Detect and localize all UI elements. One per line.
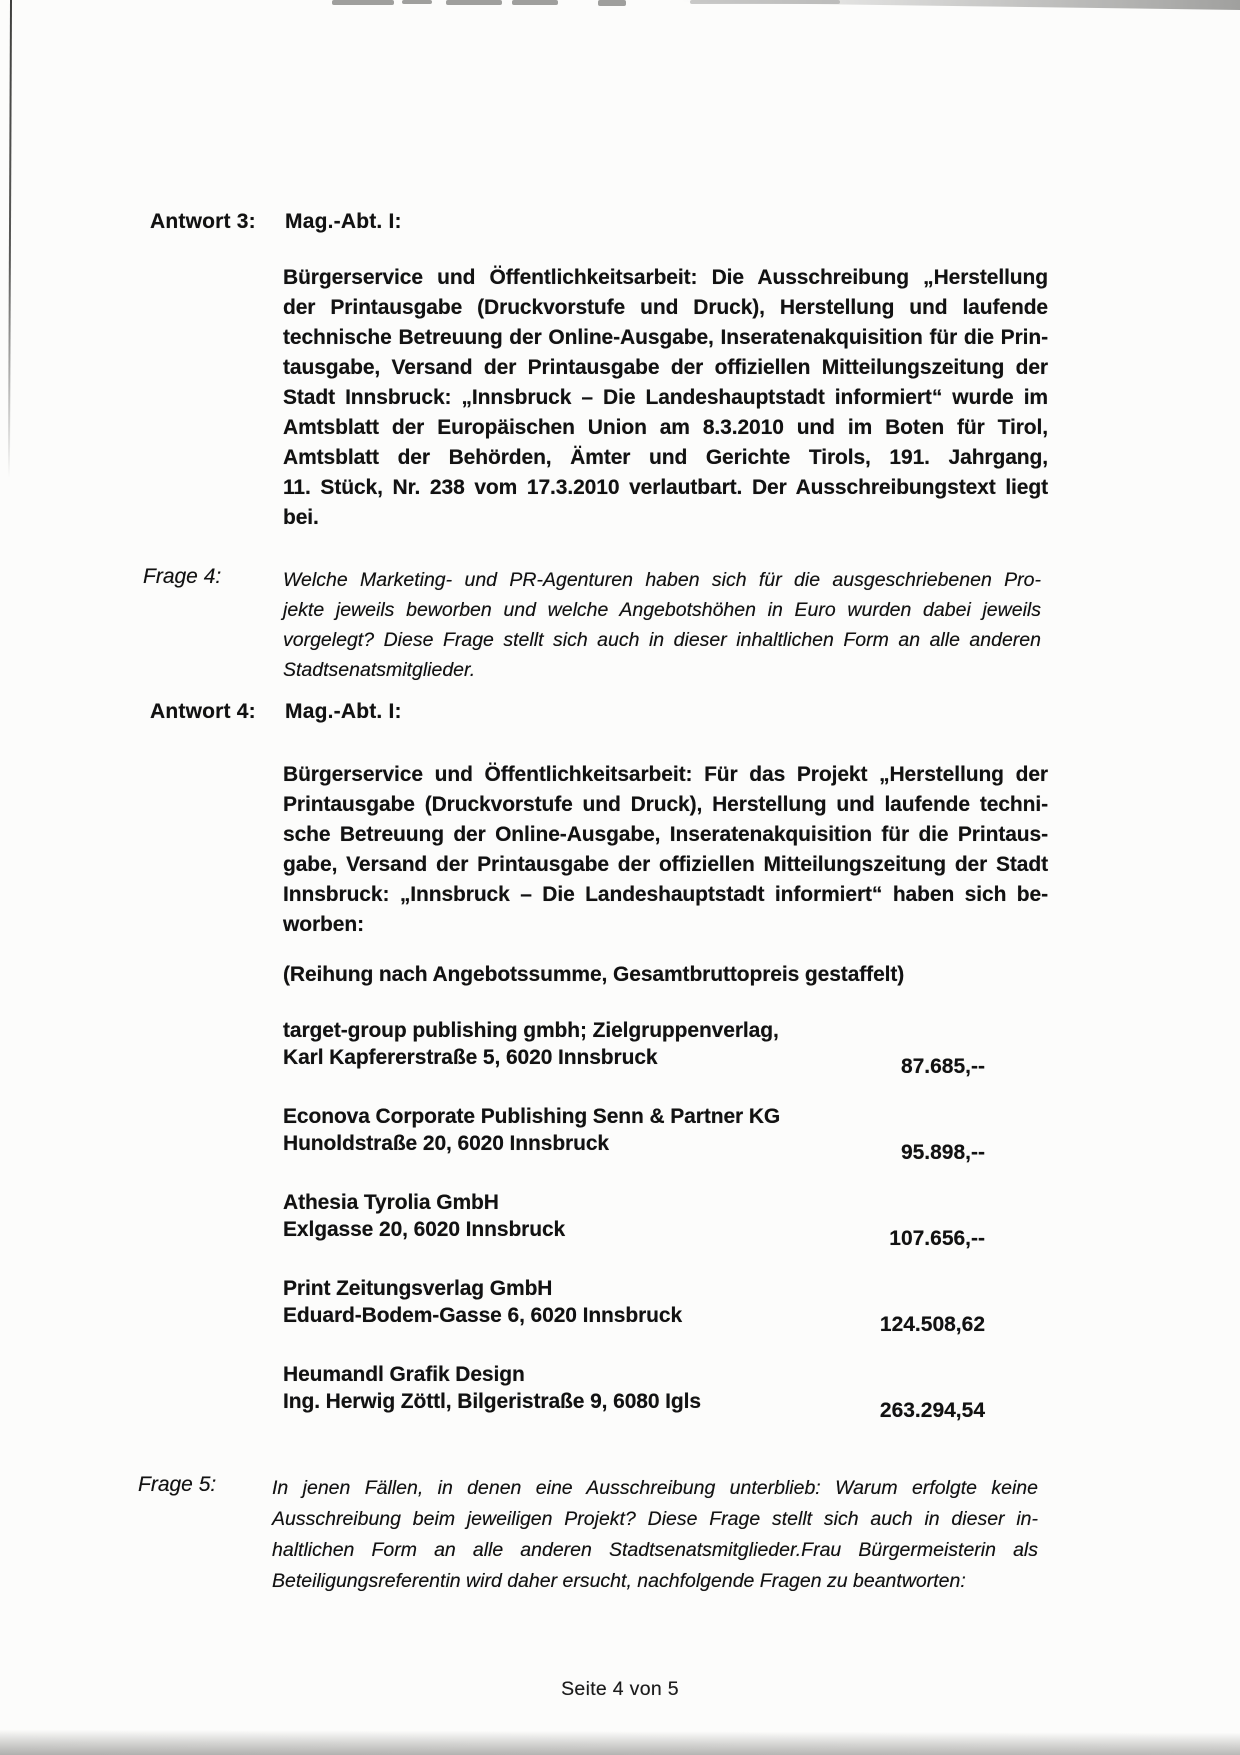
text-line: tausgabe, Versand der Printausgabe der offiziellen Mitteilungszeitung der <box>283 356 1048 379</box>
answer4-label: Antwort 4: <box>150 700 256 723</box>
offer-name: Heumandl Grafik Design <box>283 1363 525 1386</box>
text-line: Amtsblatt der Behörden, Ämter und Gerichte Tirols, 191. Jahrgang, <box>283 446 1048 469</box>
offer-item <box>283 1189 985 1250</box>
text-line: Welche Marketing- und PR-Agenturen haben sich für die ausgeschriebenen Pro- <box>283 569 1041 591</box>
answer3-department: Mag.-Abt. I: <box>285 210 402 233</box>
text-line: gabe, Versand der Printausgabe der offiziellen Mitteilungszeitung der Stadt <box>283 853 1048 876</box>
offer-amount: 263.294,54 <box>879 1399 985 1422</box>
text-line: Stadt Innsbruck: „Innsbruck – Die Landeshauptstadt informiert“ wurde im <box>283 386 1048 409</box>
question5-paragraph <box>272 1473 1038 1597</box>
text-line: Printausgabe (Druckvorstufe und Druck), Herstellung und laufende techni- <box>283 793 1048 816</box>
text-line: haltlichen Form an alle anderen Stadtsenatsmitglieder.Frau Bürgermeisterin als <box>272 1539 1038 1561</box>
offer-address-row <box>283 1044 985 1078</box>
answer4-department: Mag.-Abt. I: <box>285 700 402 723</box>
offer-name: Print Zeitungsverlag GmbH <box>283 1277 553 1300</box>
offer-address-row <box>283 1388 985 1422</box>
answer3-label: Antwort 3: <box>150 210 256 233</box>
text-line: Beteiligungsreferentin wird daher ersucht, nachfolgende Fragen zu beantworten: <box>272 1570 966 1592</box>
offer-name: Econova Corporate Publishing Senn & Partner KG <box>283 1105 781 1128</box>
text-line: Bürgerservice und Öffentlichkeitsarbeit: Für das Projekt „Herstellung der <box>283 763 1048 786</box>
offer-item <box>283 1017 985 1078</box>
offer-amount: 87.685,-- <box>900 1055 985 1078</box>
offer-address: Exlgasse 20, 6020 Innsbruck <box>283 1218 566 1241</box>
offer-address: Hunoldstraße 20, 6020 Innsbruck <box>283 1132 610 1155</box>
scan-bottom-edge-shadow <box>0 1729 1240 1755</box>
text-line: 11. Stück, Nr. 238 vom 17.3.2010 verlautbart. Der Ausschreibungstext liegt <box>283 476 1048 499</box>
offer-name: Athesia Tyrolia GmbH <box>283 1191 499 1214</box>
answer3-paragraph <box>283 263 1048 533</box>
offer-address: Eduard-Bodem-Gasse 6, 6020 Innsbruck <box>283 1304 683 1327</box>
question4-paragraph <box>283 565 1041 685</box>
text-line: technische Betreuung der Online-Ausgabe, Inseratenakquisition für die Prin- <box>283 326 1048 349</box>
text-line: sche Betreuung der Online-Ausgabe, Inseratenakquisition für die Printaus- <box>283 823 1048 846</box>
text-line: Bürgerservice und Öffentlichkeitsarbeit: Die Ausschreibung „Herstellung <box>283 266 1048 289</box>
offer-amount: 95.898,-- <box>900 1141 985 1164</box>
text-line: Ausschreibung beim jeweiligen Projekt? Diese Frage stellt sich auch in dieser in- <box>272 1508 1038 1530</box>
offer-address-row <box>283 1130 985 1164</box>
offer-item <box>283 1103 985 1164</box>
offer-list <box>283 1017 985 1447</box>
text-line: worben: <box>283 913 364 936</box>
offer-address-row <box>283 1216 985 1250</box>
text-line: In jenen Fällen, in denen eine Ausschreibung unterblieb: Warum erfolgte keine <box>272 1477 1038 1499</box>
scan-top-smudge <box>512 0 558 5</box>
scan-top-smudge <box>598 0 626 6</box>
offer-name: target-group publishing gmbh; Zielgruppenverlag, <box>283 1019 779 1042</box>
text-line: Stadtsenatsmitglieder. <box>283 659 476 681</box>
scan-top-smudge <box>402 0 432 4</box>
text-line: Innsbruck: „Innsbruck – Die Landeshauptstadt informiert“ haben sich be- <box>283 883 1048 906</box>
text-line: jekte jeweils beworben und welche Angebotshöhen in Euro wurden dabei jeweils <box>283 599 1041 621</box>
offer-address-row <box>283 1302 985 1336</box>
text-line: der Printausgabe (Druckvorstufe und Druck), Herstellung und laufende <box>283 296 1048 319</box>
text-line: bei. <box>283 506 319 529</box>
offer-address: Karl Kapfererstraße 5, 6020 Innsbruck <box>283 1046 658 1069</box>
offer-amount: 107.656,-- <box>889 1227 985 1250</box>
offer-address: Ing. Herwig Zöttl, Bilgeristraße 9, 6080 Igls <box>283 1390 701 1413</box>
scan-top-smudge <box>446 0 502 5</box>
offer-amount: 124.508,62 <box>879 1313 985 1336</box>
scan-top-smudge <box>332 0 394 5</box>
page-footer: Seite 4 von 5 <box>561 1678 679 1700</box>
answer4-paragraph <box>283 760 1048 940</box>
question5-label: Frage 5: <box>138 1473 217 1496</box>
text-line: vorgelegt? Diese Frage stellt sich auch in dieser inhaltlichen Form an alle anderen <box>283 629 1041 651</box>
scan-top-right-shadow <box>680 0 1240 10</box>
question4-label: Frage 4: <box>143 565 222 588</box>
offer-item <box>283 1361 985 1422</box>
offer-item <box>283 1275 985 1336</box>
scan-left-edge-line <box>8 0 12 478</box>
ranking-note: (Reihung nach Angebotssumme, Gesamtbruttopreis gestaffelt) <box>283 963 905 986</box>
text-line: Amtsblatt der Europäischen Union am 8.3.2010 und im Boten für Tirol, <box>283 416 1048 439</box>
